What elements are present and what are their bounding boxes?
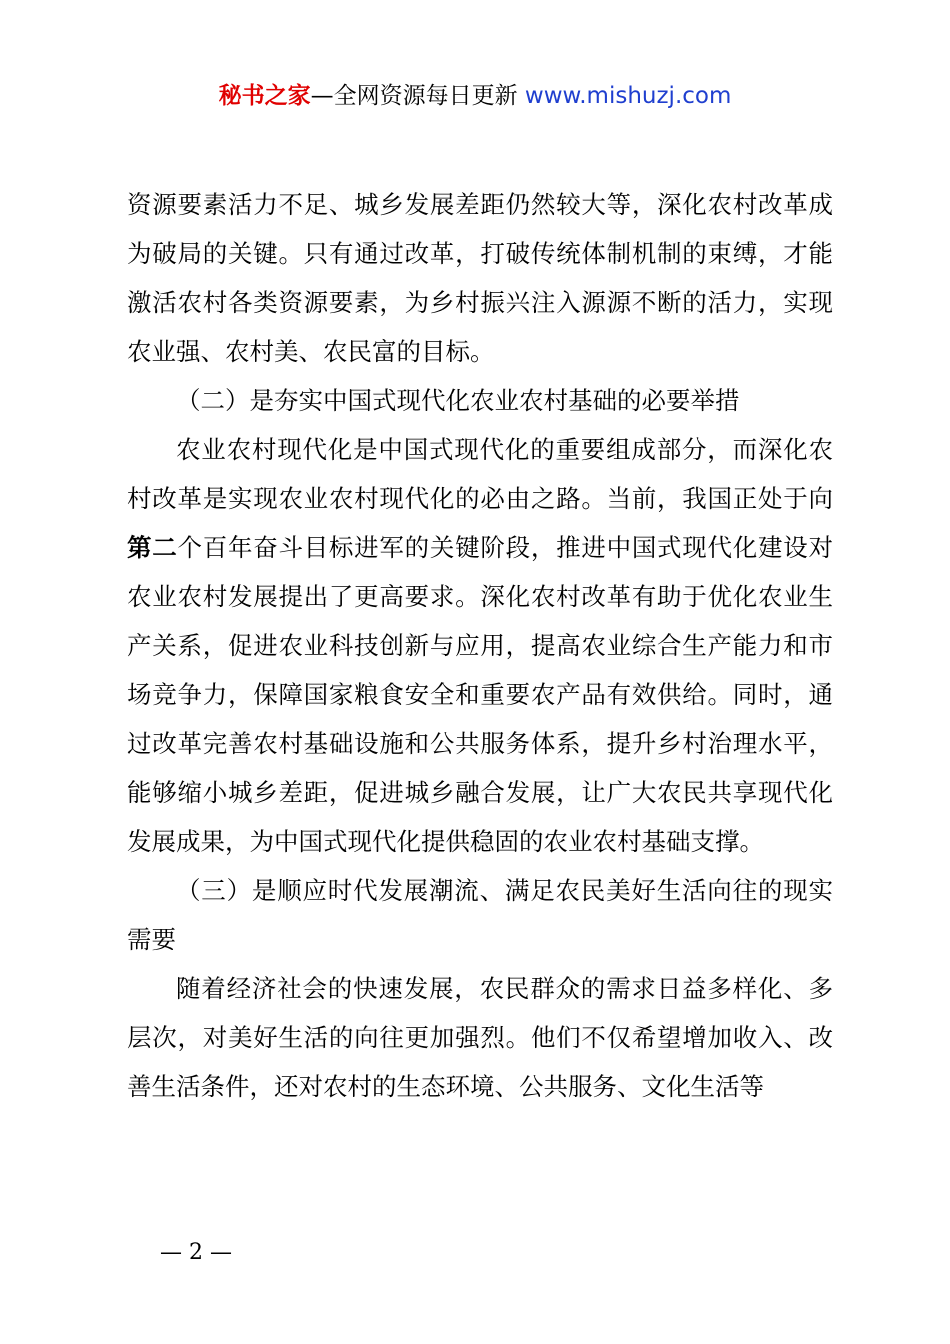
bold-emphasis: 第二: [127, 533, 178, 562]
paragraph-section-2: [127, 425, 833, 866]
site-url[interactable]: www.mishuzj.com: [524, 83, 732, 109]
section-heading-3: （三）是顺应时代发展潮流、满足农民美好生活向往的现实需要: [127, 876, 833, 954]
section-heading-2: （二）是夯实中国式现代化农业农村基础的必要举措: [176, 386, 740, 415]
paragraph-continued: 资源要素活力不足、城乡发展差距仍然较大等，深化农村改革成为破局的关键。只有通过改革，打破传统体制机制的束缚，才能激活农村各类资源要素，为乡村振兴注入源源不断的活力，实现农业强、农村美、农民富的目标。: [127, 190, 833, 366]
paragraph-section-2-part2: 个百年奋斗目标进军的关键阶段，推进中国式现代化建设对农业农村发展提出了更高要求。深化农村改革有助于优化农业生产关系，促进农业科技创新与应用，提高农业综合生产能力和市场竞争力，保障国家粮食安全和重要农产品有效供给。同时，通过改革完善农村基础设施和公共服务体系，提升乡村治理水平，能够缩小城乡差距，促进城乡融合发展，让广大农民共享现代化发展成果，为中国式现代化提供稳固的农业农村基础支撑。: [127, 533, 834, 856]
page-number: — 2 —: [160, 1240, 232, 1265]
paragraph-section-3: 随着经济社会的快速发展，农民群众的需求日益多样化、多层次，对美好生活的向往更加强烈。他们不仅希望增加收入、改善生活条件，还对农村的生态环境、公共服务、文化生活等: [127, 974, 833, 1101]
paragraph-section-2-part1: 农业农村现代化是中国式现代化的重要组成部分，而深化农村改革是实现农业农村现代化的必由之路。当前，我国正处于向: [127, 435, 833, 513]
site-brand: 秘书之家: [218, 83, 311, 109]
page-header: [0, 80, 950, 112]
document-body: [127, 180, 833, 1111]
site-tagline: —全网资源每日更新: [310, 83, 525, 109]
